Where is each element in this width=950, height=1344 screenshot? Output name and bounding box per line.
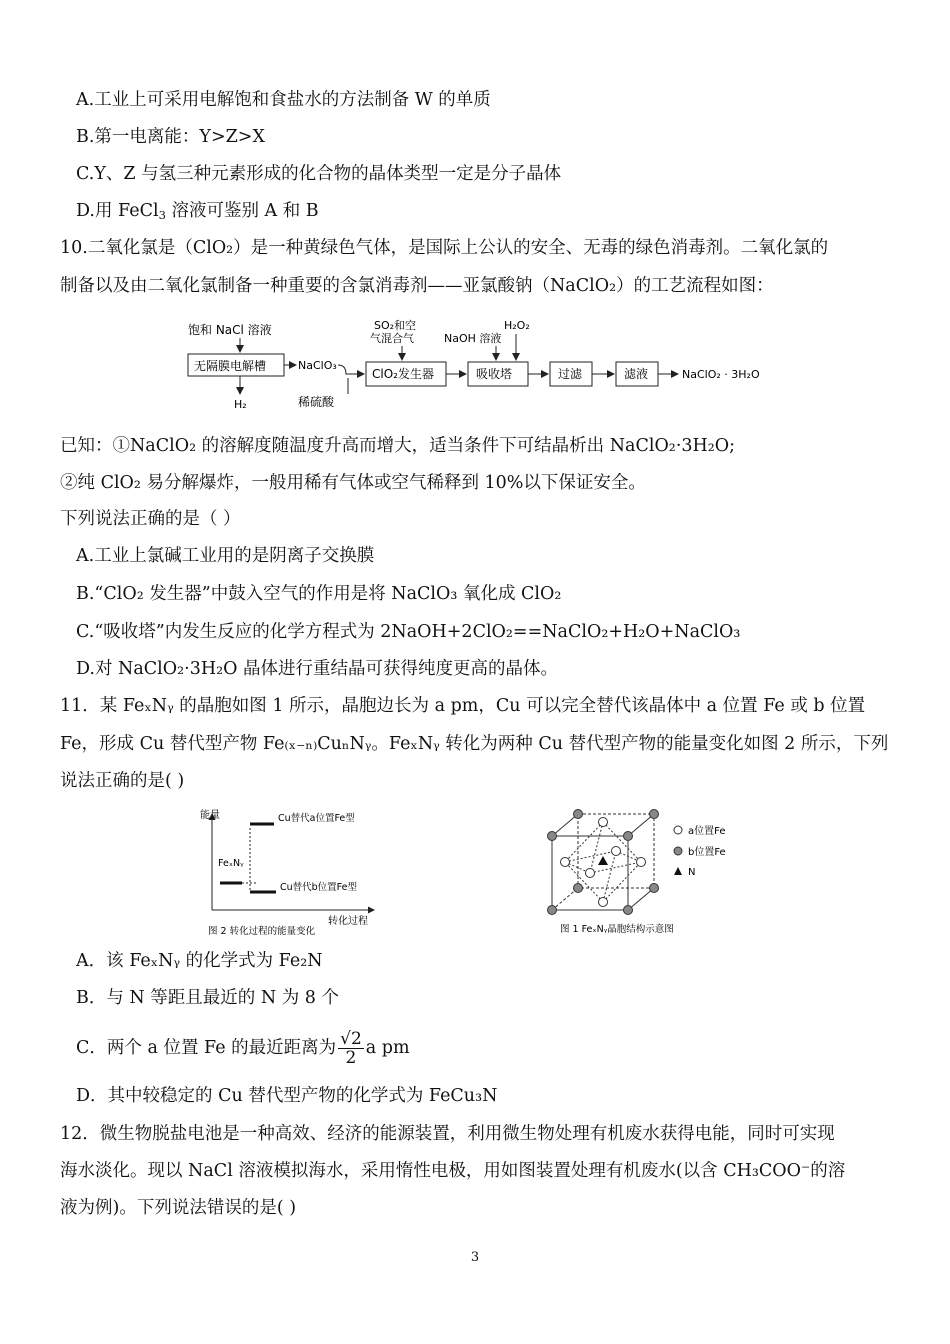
q11-option-c [76,1025,410,1071]
fig1-b-fe-atom [574,884,583,893]
fig1-legend-n-icon [674,867,682,875]
fig1-b-fe-atom [548,906,557,915]
fraction-numerator: √2 [340,1029,362,1049]
q9-option-d-text2: 溶液可鉴别 A 和 B [165,201,319,221]
q11-option-c-unit: a pm [365,1038,410,1058]
q10-flow-diagram [180,316,800,416]
q10-option-a: A.工业上氯碱工业用的是阴离子交换膜 [76,546,375,566]
q12-stem-line2: 海水淡化。现以 NaCl 溶液模拟海水，采用惰性电极，用如图装置处理有机废水(以含 CH₃COO⁻的溶 [60,1161,846,1181]
q9-option-d-sub: 3 [158,208,166,222]
q9-option-a: A.工业上可采用电解饱和食盐水的方法制备 W 的单质 [76,90,491,110]
flow-acid-label: 稀硫酸 [298,395,335,409]
flow-tower-label: 吸收塔 [476,367,513,381]
q10-option-d: D.对 NaClO₂·3H₂O 晶体进行重结晶可获得纯度更高的晶体。 [76,659,559,679]
flow-generator-label: ClO₂发生器 [372,367,434,381]
q10-question: 下列说法正确的是（ ） [60,509,241,529]
fig2-caption: 图 2 转化过程的能量变化 [208,926,316,937]
fig1-a-fe-atom [561,858,570,867]
fig1-legend-n: N [688,867,696,878]
page-number: 3 [470,1250,480,1265]
q12-stem-line3: 液为例)。下列说法错误的是( ) [60,1198,297,1218]
fig2-x-axis-label: 转化过程 [328,916,368,927]
fig1-b-fe-atom [624,832,633,841]
flow-naclo3-label: NaClO₃ [298,359,337,372]
fig1-b-fe-atom [548,832,557,841]
q11-option-c-text: C．两个 a 位置 Fe 的最近距离为 [76,1038,337,1058]
fig1-legend-b: b位置Fe [688,847,726,858]
flow-cell-label: 无隔膜电解槽 [194,359,267,373]
q11-stem-line2: Fe，形成 Cu 替代型产物 Fe₍ₓ₋ₙ₎CuₙNᵧ。FeₓNᵧ 转化为两种 Cu 替代型产物的能量变化如图 2 所示，下列 [60,734,889,754]
q12-stem-line1: 12．微生物脱盐电池是一种高效、经济的能源装置，利用微生物处理有机废水获得电能，同时可实现 [60,1124,835,1144]
fig1-legend-b-icon [674,847,682,855]
fig1-b-fe-atom [650,884,659,893]
q9-option-d-text: D.用 FeCl [76,201,159,221]
q10-option-c: C.“吸收塔”内发生反应的化学方程式为 2NaOH+2ClO₂==NaClO₂+H₂O+NaClO₃ [76,622,741,642]
q10-known-2: ②纯 ClO₂ 易分解爆炸，一般用稀有气体或空气稀释到 10%以下保证安全。 [60,473,646,493]
fig1-b-fe-atom [624,906,633,915]
fig2-mid-label: FeₓNᵧ [218,858,244,869]
q9-option-c: C.Y、Z 与氢三种元素形成的化合物的晶体类型一定是分子晶体 [76,164,562,184]
fraction-denominator: 2 [345,1048,357,1068]
flow-h2o2-label: H₂O₂ [504,319,530,332]
fig2-y-axis-label: 能量 [200,810,220,821]
q10-known-1: 已知：①NaClO₂ 的溶解度随温度升高而增大，适当条件下可结晶析出 NaClO₂·3H₂O; [60,436,736,456]
flow-product-label: NaClO₂ · 3H₂O [682,368,760,381]
fig1-a-fe-atom [612,847,621,856]
flow-so2-label: SO₂和空 [374,319,417,332]
fig1-legend-a-icon [674,826,682,834]
fig1-a-fe-atom [599,898,608,907]
fig2-top-label: Cu替代a位置Fe型 [278,813,355,824]
fig1-a-fe-atom [586,869,595,878]
flow-filter-label: 过滤 [558,367,583,381]
q11-stem-line1: 11．某 FeₓNᵧ 的晶胞如图 1 所示，晶胞边长为 a pm，Cu 可以完全替代该晶体中 a 位置 Fe 或 b 位置 [60,696,866,716]
q10-stem-line2: 制备以及由二氧化氯制备一种重要的含氯消毒剂——亚氯酸钠（NaClO₂）的工艺流程如图： [60,276,774,296]
q11-option-b: B．与 N 等距且最近的 N 为 8 个 [76,988,339,1008]
q11-option-d: D．其中较稳定的 Cu 替代型产物的化学式为 FeCu₃N [76,1086,498,1106]
q11-option-c-fraction [338,1030,364,1067]
flow-so2-label-2: 气混合气 [370,332,414,345]
fig1-caption: 图 1 FeₓNᵧ晶胞结构示意图 [560,924,674,935]
fig1-b-fe-atom [574,810,583,819]
flow-h2-label: H₂ [234,398,247,411]
fig1-b-fe-atom [650,810,659,819]
flow-filtrate-label: 滤液 [624,367,649,381]
flow-input-label: 饱和 NaCl 溶液 [188,323,272,337]
fig2-bot-label: Cu替代b位置Fe型 [280,882,357,893]
q9-option-b: B.第一电离能：Y>Z>X [76,127,265,147]
flow-naoh-label: NaOH 溶液 [444,332,502,345]
q11-option-a: A．该 FeₓNᵧ 的化学式为 Fe₂N [76,951,323,971]
fig1-a-fe-atom [637,858,646,867]
q10-stem-line1: 10.二氧化氯是（ClO₂）是一种黄绿色气体，是国际上公认的安全、无毒的绿色消毒剂。二氧化氯的 [60,238,829,258]
q11-figure1-cell [540,806,750,938]
fig1-legend-a: a位置Fe [688,826,726,837]
q11-stem-line3: 说法正确的是( ) [60,771,185,791]
q10-option-b: B.“ClO₂ 发生器”中鼓入空气的作用是将 NaClO₃ 氧化成 ClO₂ [76,584,562,604]
q9-option-d [76,200,319,222]
fig1-a-fe-atom [599,818,608,827]
q11-figure2-energy [196,806,396,938]
fig1-n-atom [598,856,608,865]
